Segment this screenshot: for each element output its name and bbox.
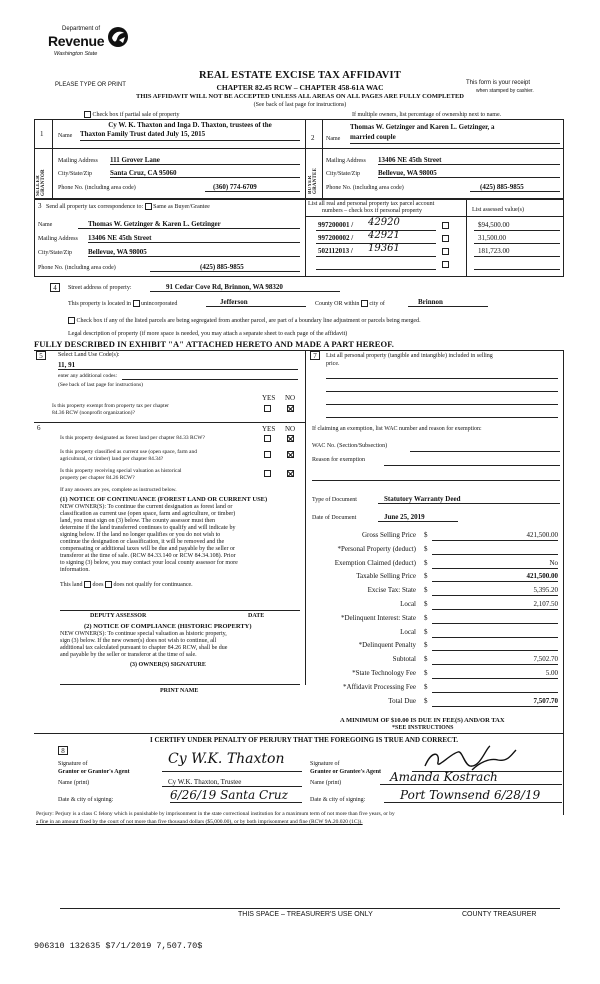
s5-yes-header: YES [262,394,276,402]
financial-label: Gross Selling Price [361,531,416,539]
grantee-date-city: Port Townsend 6/28/19 [384,788,562,803]
legal-description: FULLY DESCRIBED IN EXHIBIT "A" ATTACHED HERETO AND MADE A PART HEREOF. [34,339,394,349]
notice1-line: NEW OWNER(S): To continue the current designation as forest land or [60,504,233,510]
notice1-body [60,504,300,574]
currency-symbol: $ [424,600,428,608]
grantor-sig-label [58,760,130,776]
unincorporated-label: unincorporated [141,300,178,307]
buyer-mailing-label: Mailing Address [326,158,366,164]
seller-phone: (360) 774-6709 [205,183,300,192]
dor-logo [48,26,138,62]
city-value: Brinnon [408,298,488,307]
parcel-handwritten: 19361 [368,243,400,254]
buyer-city: Bellevue, WA 98005 [378,169,560,178]
financial-value [432,641,558,651]
cashier-stamp: 906310 132635 $7/1/2019 7,507.70$ [34,941,203,951]
notice2-line: and payable by the seller or transferor at the time of sale. [60,652,197,658]
section-5-number: 5 [36,351,46,360]
financial-value: 5.00 [432,669,558,679]
form-title: REAL ESTATE EXCISE TAX AFFIDAVIT [198,70,402,81]
current-use-no-checkbox[interactable] [287,451,294,458]
land-use-label: Select Land Use Code(s): [58,352,120,358]
personal-property-label-1: List all personal property (tangible and intangible) included in selling [326,353,493,359]
financial-value [432,683,558,693]
financial-label: *State Technology Fee [352,669,416,677]
buyer-name-line1: Thomas W. Getzinger and Karen L. Getzinger, a [350,123,495,131]
located-row [68,300,177,307]
land-use-value: 11, 91 [58,361,298,370]
financial-label: Exemption Claimed (deduct) [334,558,416,567]
does-qualify-checkbox[interactable] [84,581,91,588]
s5-no-header: NO [285,394,296,402]
parcel-number: 502112013 / [318,247,353,255]
if-yes-note: If any answers are yes, complete as instructed below. [60,487,177,493]
grantor-date-city-label: Date & city of signing: [58,797,114,803]
buyer-phone: (425) 885-9855 [470,183,560,192]
seller-phone-label: Phone No. (including area code) [58,185,136,191]
parcels-header-left-1: List all real and personal property tax parcel account [308,201,435,207]
form-see-back: (See back of last page for instructions) [253,102,347,108]
legal-label: Legal description of property (if more space is needed, you may attach a separate sheet to each page of the affidavit) [68,331,348,337]
street-address: 91 Cedar Cove Rd, Brinnon, WA 98320 [150,283,340,292]
correspondence-label: Send all property tax correspondence to: [46,204,144,210]
parcel-personal-checkbox[interactable] [442,248,449,255]
grantor-date-city: 6/26/19 Santa Cruz [170,788,302,803]
corr-phone: (425) 885-9855 [150,263,300,272]
buyer-name-line2: married couple [350,133,396,141]
notice1-title: (1) NOTICE OF CONTINUANCE (FOREST LAND OR CURRENT USE) [60,496,268,503]
notice2-line: NEW OWNER(S): To continue special valuation as historic property, [60,631,227,637]
historic-yes-checkbox[interactable] [264,470,271,477]
owner-signature-label: (3) OWNER(S) SIGNATURE [130,662,206,668]
financial-label: Local [400,600,416,608]
notice2-title: (2) NOTICE OF COMPLIANCE (HISTORIC PROPERTY) [84,623,252,630]
print-note: PLEASE TYPE OR PRINT [55,82,126,88]
seller-section-number: 1 [40,130,44,138]
segregated-label: Check box if any of the listed parcels are being segregated from another parcel, are part of a boundary line adjustment or parcels being merged. [76,317,421,324]
correspondence-label-row [38,202,210,210]
doc-type-label: Type of Document [312,497,357,503]
buyer-side-label: BUYER GRANTEE [308,167,318,194]
currency-symbol: $ [424,669,428,677]
additional-codes-label: enter any additional codes: [58,373,118,379]
currency-symbol: $ [424,558,428,567]
does-not-label: does not qualify for continuance. [113,581,193,588]
parcel-personal-checkbox[interactable] [442,235,449,242]
currency-symbol: $ [424,696,428,705]
grantee-date-city-label: Date & city of signing: [310,797,366,803]
financial-label: *Affidavit Processing Fee [343,682,416,691]
located-label: This property is located in [68,300,131,307]
currency-symbol: $ [424,572,428,581]
financial-value: 7,502.70 [432,655,558,665]
city-of-label: city of [369,300,385,307]
financial-value [432,545,558,555]
parcels-header-right: List assessed value(s) [472,207,524,213]
wa-state-logo-icon [106,26,130,48]
logo-line2: Revenue [48,33,105,49]
financial-label: Total Due [388,696,416,705]
multiple-owners-note: If multiple owners, list percentage of ownership next to name. [352,112,502,118]
notice2-body [60,631,227,659]
partial-sale-row [84,111,179,118]
certification-title: I CERTIFY UNDER PENALTY OF PERJURY THAT THE FOREGOING IS TRUE AND CORRECT. [150,736,459,744]
perjury-line-1: Perjury: Perjury is a class C felony which is punishable by imprisonment in the state correctional institution for a maximum term of not more than five years, or by [36,811,395,817]
corr-name-label: Name [38,222,53,228]
buyer-city-label: City/State/Zip [326,171,360,177]
current-use-yes-checkbox[interactable] [264,451,271,458]
section-8-number: 8 [58,746,68,755]
seller-city-label: City/State/Zip [58,171,92,177]
exempt-q1: Is this property exempt from property tax per chapter [52,403,169,409]
forest-yes-checkbox[interactable] [264,435,271,442]
financial-value: 7,507.70 [432,697,558,707]
print-name-label: PRINT NAME [160,688,199,694]
seller-side-label: SELLER GRANTOR [36,169,46,196]
financial-label: *Delinquent Interest: State [340,613,416,622]
see-instructions: *SEE INSTRUCTIONS [392,725,454,731]
parcel-number: 997200001 / [318,221,354,229]
current-use-q-a: Is this property classified as current use (open space, farm and [60,449,197,455]
section-6-number: 6 [37,424,41,432]
treasurer-space-label: THIS SPACE – TREASURER'S USE ONLY [238,911,373,918]
notice1-line: information. [60,567,90,573]
corr-name: Thomas W. Getzinger & Karen L. Getzinger [78,220,300,229]
exempt-yes-checkbox[interactable] [264,405,271,412]
financial-value: No [432,559,558,569]
currency-symbol: $ [424,531,428,539]
receipt-note-1: This form is your receipt [466,80,531,86]
currency-symbol: $ [424,641,428,650]
county-value: Jefferson [206,298,306,307]
historic-q-a: Is this property receiving special valuation as historical [60,468,182,474]
parcel-handwritten: 42920 [368,217,400,228]
partial-sale-label: Check box if partial sale of property [92,111,180,118]
land-label: This land [60,581,83,588]
partial-sale-checkbox[interactable] [84,111,91,118]
notice2-line: sign (3) below. If the new owner(s) does not wish to continue, all [60,638,217,644]
grantor-printed-name: Cy W.K. Thaxton, Trustee [162,778,302,787]
deputy-assessor-label: DEPUTY ASSESSOR [90,613,147,619]
s6-yes-header: YES [262,425,276,433]
street-label: Street address of property: [68,285,132,291]
currency-symbol: $ [424,682,428,691]
financial-value: 2,107.50 [432,600,558,610]
currency-symbol: $ [424,586,428,595]
grantee-sig-label-2: Grantee or Grantee's Agent [310,769,382,775]
notice1-line: classification as current use (open space, farm and agriculture, or timber) [60,511,236,517]
parcel-personal-checkbox[interactable] [442,222,449,229]
corr-city-label: City/State/Zip [38,250,72,256]
parcel-value: 31,500.00 [478,234,506,242]
parcel-personal-checkbox[interactable] [442,261,449,268]
seller-city: Santa Cruz, CA 95060 [110,169,300,178]
historic-question [60,468,181,482]
financial-label: Subtotal [392,655,416,664]
grantor-sig-label-1: Signature of [58,761,88,767]
parcel-value: $94,500.00 [478,221,510,229]
does-not-qualify-checkbox[interactable] [105,581,112,588]
notice1-line: compensating or additional taxes will be due and payable by the seller or [60,546,235,552]
logo-line3: Washington State [54,51,98,57]
grantor-signature: Cy W.K. Thaxton [168,751,285,767]
exemption-label: If claiming an exemption, list WAC number and reason for exemption: [312,426,482,432]
exempt-no-checkbox[interactable] [287,405,294,412]
historic-q-b: property per chapter 84.26 RCW? [60,475,135,481]
same-as-buyer-checkbox[interactable] [145,203,152,210]
financial-label: Local [400,627,416,636]
perjury-line-2: a fine in an amount fixed by the court of not more than five thousand dollars ($5,000.00), or by both imprisonment and fine (RCW 9A.20.020 (1C)). [36,819,363,825]
form-warning: THIS AFFIDAVIT WILL NOT BE ACCEPTED UNLESS ALL AREAS ON ALL PAGES ARE FULLY COMPLETED [136,93,464,100]
parcel-number: 997200002 / [318,234,354,242]
county-treasurer-label: COUNTY TREASURER [462,911,537,918]
parcel-handwritten: 42921 [368,230,400,241]
exempt-q2: 84.36 RCW (nonprofit organization)? [52,410,135,416]
current-use-q-b: agricultural, or timber) land per chapter 84.34? [60,456,164,462]
financial-value: 421,500.00 [432,572,558,582]
grantee-sig-label-1: Signature of [310,761,340,767]
notice1-line: land, you must sign on (3) below. The county assessor must then [60,518,215,524]
corr-mailing: 13406 NE 45th Street [88,234,300,243]
personal-property-label [326,352,493,368]
seller-name-label: Name [58,133,73,139]
does-label: does [92,581,104,588]
parcel-value: 181,723.00 [478,247,510,255]
grantee-printed-name: Amanda Kostrach [380,770,562,785]
seller-name-line1: Cy W. K. Thaxton and Inga D. Thaxton, trustees of the [108,121,272,129]
perjury-notice [36,810,566,826]
logo-line1: Department of [62,26,101,32]
seller-name-line2: Thaxton Family Trust dated July 15, 2015 [80,130,206,138]
forest-question: Is this property designated as forest land per chapter 84.33 RCW? [60,435,205,441]
notice1-line: determine if the land transferred continues to qualify and will indicate by [60,525,236,531]
section-7-number: 7 [310,351,320,360]
unincorporated-checkbox[interactable] [133,300,140,307]
buyer-mailing: 13406 NE 45th Street [378,156,560,165]
segregated-checkbox[interactable] [68,317,75,324]
county-row [315,300,385,307]
grantor-name-label: Name (print) [58,780,90,786]
land-use-see-back: (See back of last page for instructions) [58,382,143,388]
reason-label: Reason for exemption [312,457,365,463]
buyer-section-number: 2 [311,134,315,142]
exempt-question [52,403,169,417]
buyer-name-label: Name [326,136,341,142]
current-use-question [60,449,197,463]
deputy-date-label: DATE [248,613,265,619]
seller-mailing: 111 Grover Lane [110,156,300,165]
financial-label: Excise Tax: State [367,586,416,595]
notice2-line: additional tax calculated pursuant to chapter 84.26 RCW, shall be due [60,645,228,651]
doc-type: Statutory Warranty Deed [378,495,560,504]
doc-date: June 25, 2019 [378,513,458,522]
currency-symbol: $ [424,627,428,636]
parcels-header-left-2: numbers – check box if personal property [322,208,422,214]
notice1-line: continue the designation or classification, it will be removed and the [60,539,225,545]
minimum-note: A MINIMUM OF $10.00 IS DUE IN FEE(S) AND/OR TAX [340,717,505,724]
financial-label: *Personal Property (deduct) [337,544,416,553]
corr-mailing-label: Mailing Address [38,236,78,242]
financial-value: 5,395.20 [432,586,558,596]
financial-value: 421,500.00 [432,531,558,541]
currency-symbol: $ [424,613,428,622]
land-qualify-row [60,581,193,588]
notice1-line: transferor at the time of sale. (RCW 84.33.140 or RCW 84.34.108). Prior [60,553,236,559]
personal-property-label-2: price. [326,361,340,367]
corr-city: Bellevue, WA 98005 [88,248,300,257]
forest-no-checkbox[interactable] [287,435,294,442]
segregated-row [68,317,421,324]
city-checkbox[interactable] [361,300,368,307]
county-label: County OR within [315,300,360,307]
notice1-line: signing below. If the land no longer qualifies or you do not wish to [60,532,221,538]
financial-value [432,614,558,624]
form-chapter: CHAPTER 82.45 RCW – CHAPTER 458-61A WAC [216,83,384,92]
grantor-sig-label-2: Grantor or Grantor's Agent [58,769,130,775]
financial-label: Taxable Selling Price [356,572,416,581]
financial-value [432,628,558,638]
grantee-name-label: Name (print) [310,780,342,786]
section-4-number: 4 [50,283,60,292]
historic-no-checkbox[interactable] [287,470,294,477]
receipt-note-2: when stamped by cashier. [476,88,534,94]
currency-symbol: $ [424,655,428,664]
parcels-header-left [308,201,434,215]
wac-label: WAC No. (Section/Subsection) [312,443,388,449]
currency-symbol: $ [424,544,428,553]
s6-no-header: NO [285,425,296,433]
doc-date-label: Date of Document [312,515,357,521]
notice1-line: to signing (3) below, you may contact your local county assessor for more [60,560,238,566]
seller-mailing-label: Mailing Address [58,158,98,164]
buyer-phone-label: Phone No. (including area code) [326,185,404,191]
section-3-number: 3 [38,202,42,210]
corr-phone-label: Phone No. (including area code) [38,265,116,271]
financial-label: *Delinquent Penalty [358,641,416,650]
same-as-buyer-label: Same as Buyer/Grantee [153,204,210,210]
grantee-sig-label [310,760,381,776]
